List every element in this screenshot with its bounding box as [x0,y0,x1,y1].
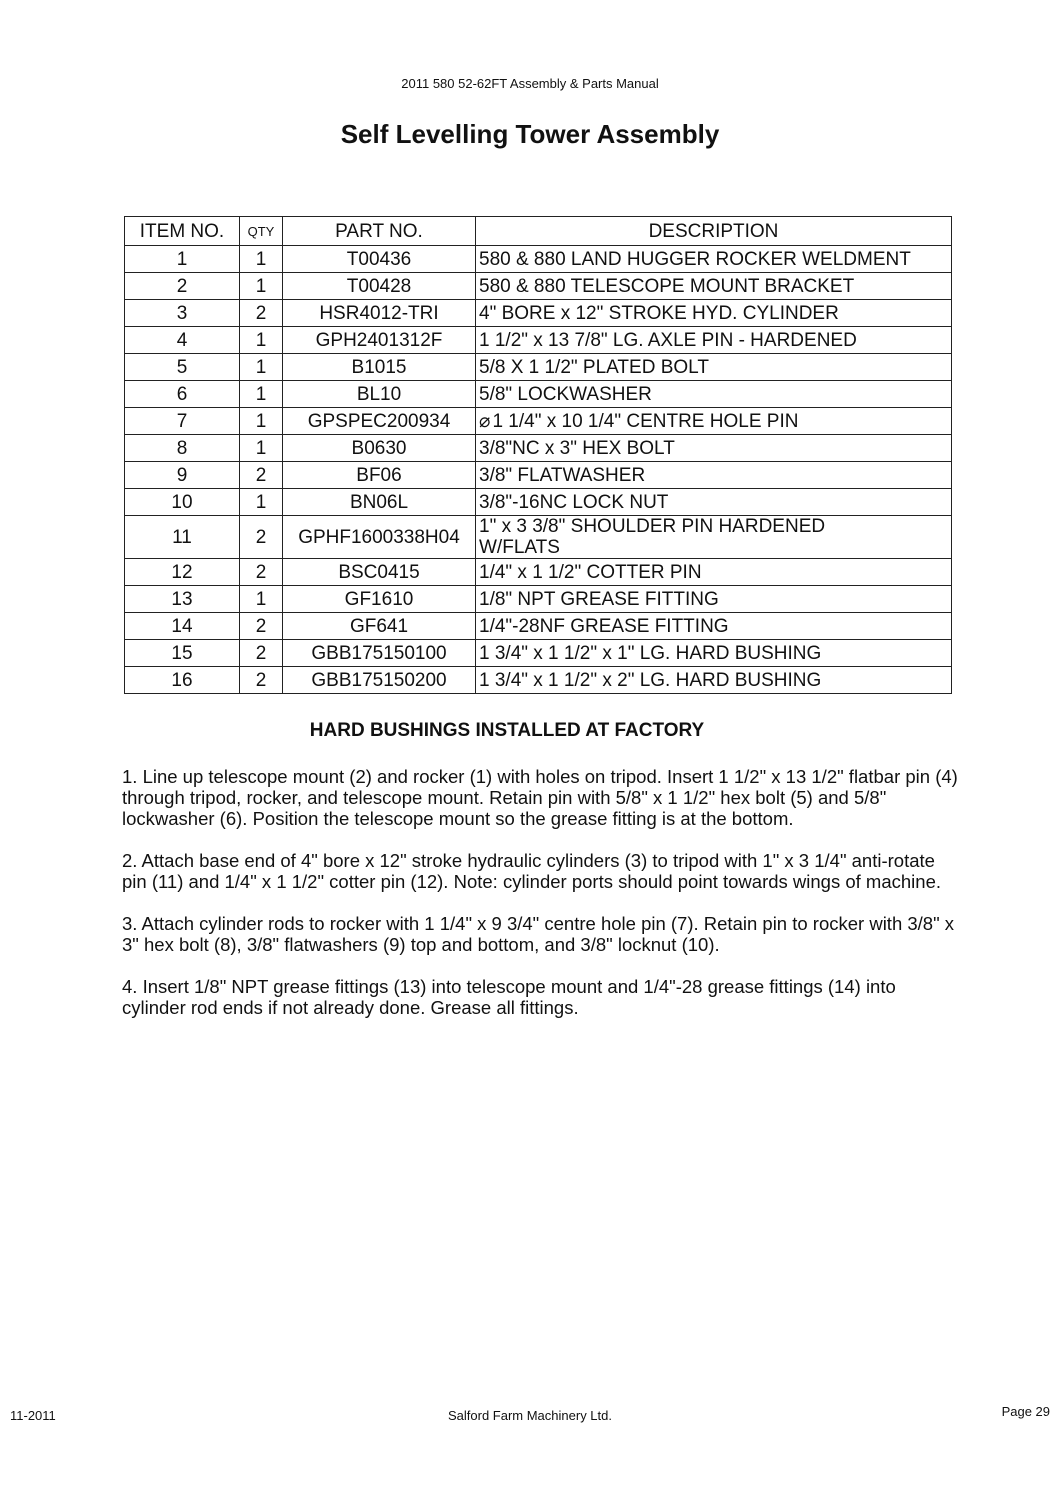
part-no-cell: B1015 [283,354,476,381]
page-title: Self Levelling Tower Assembly [340,119,720,149]
part-no-cell: GPH2401312F [283,327,476,354]
description-cell: 3/8" FLATWASHER [476,462,952,489]
item-no-cell: 6 [125,381,240,408]
factory-note: HARD BUSHINGS INSTALLED AT FACTORY [309,720,705,741]
part-no-cell: GF641 [283,613,476,640]
qty-cell: 2 [240,462,283,489]
item-no-cell: 4 [125,327,240,354]
qty-cell: 1 [240,246,283,273]
table-header-row [125,217,952,246]
description-cell: 1/4"-28NF GREASE FITTING [476,613,952,640]
column-header-qty: QTY [240,217,283,246]
footer-company: Salford Farm Machinery Ltd. [447,1408,612,1423]
description-text: 1 1/4" x 10 1/4" CENTRE HOLE PIN [492,410,799,432]
description-cell: 1 3/4" x 1 1/2" x 1" LG. HARD BUSHING [476,640,952,667]
description-cell: 580 & 880 TELESCOPE MOUNT BRACKET [476,273,952,300]
item-no-cell: 5 [125,354,240,381]
description-cell: 1/8" NPT GREASE FITTING [476,586,952,613]
qty-cell: 1 [240,273,283,300]
part-no-cell: B0630 [283,435,476,462]
table-row [125,462,952,489]
table-row [125,435,952,462]
item-no-cell: 15 [125,640,240,667]
table-row [125,354,952,381]
column-header-item-no: ITEM NO. [125,217,240,246]
parts-table [124,216,952,694]
qty-cell: 2 [240,516,283,559]
description-cell: 1/4" x 1 1/2" COTTER PIN [476,559,952,586]
part-no-cell: BN06L [283,489,476,516]
diameter-icon: ⌀ [479,410,491,432]
table-row [125,273,952,300]
description-cell: 5/8" LOCKWASHER [476,381,952,408]
table-row [125,667,952,694]
column-header-description: DESCRIPTION [476,217,952,246]
table-row [125,300,952,327]
part-no-cell: BL10 [283,381,476,408]
table-row [125,613,952,640]
qty-cell: 1 [240,408,283,435]
instruction-step-1: 1. Line up telescope mount (2) and rocker (1) with holes on tripod. Insert 1 1/2" x 13 1/2" flatbar pin (4) through tripod, rocker, and telescope mount. Retain pin with 5/8" x 1 1/2" hex bolt (5) and 5/8" lockwasher (6). Position the telescope mount so the grease fitting is at the bottom. [122,766,958,829]
description-cell: 1 3/4" x 1 1/2" x 2" LG. HARD BUSHING [476,667,952,694]
description-cell: 4" BORE x 12" STROKE HYD. CYLINDER [476,300,952,327]
table-row [125,586,952,613]
item-no-cell: 8 [125,435,240,462]
item-no-cell: 3 [125,300,240,327]
part-no-cell: BF06 [283,462,476,489]
table-row [125,246,952,273]
instruction-step-3: 3. Attach cylinder rods to rocker with 1 1/4" x 9 3/4" centre hole pin (7). Retain pin to rocker with 3/8" x 3" hex bolt (8), 3/8" flatwashers (9) top and bottom, and 3/8" locknut (10). [122,913,955,955]
table-row [125,381,952,408]
part-no-cell: GPHF1600338H04 [283,516,476,559]
part-no-cell: GPSPEC200934 [283,408,476,435]
description-cell: 1 1/2" x 13 7/8" LG. AXLE PIN - HARDENED [476,327,952,354]
item-no-cell: 7 [125,408,240,435]
part-no-cell: T00428 [283,273,476,300]
part-no-cell: BSC0415 [283,559,476,586]
qty-cell: 1 [240,435,283,462]
qty-cell: 2 [240,667,283,694]
item-no-cell: 2 [125,273,240,300]
table-row [125,327,952,354]
part-no-cell: GBB175150200 [283,667,476,694]
qty-cell: 1 [240,489,283,516]
item-no-cell: 11 [125,516,240,559]
qty-cell: 1 [240,354,283,381]
item-no-cell: 16 [125,667,240,694]
table-row [125,640,952,667]
instruction-step-4: 4. Insert 1/8" NPT grease fittings (13) into telescope mount and 1/4"-28 grease fittings (14) into cylinder rod ends if not already done. Grease all fittings. [122,976,896,1018]
qty-cell: 2 [240,559,283,586]
description-cell: 3/8"NC x 3" HEX BOLT [476,435,952,462]
qty-cell: 2 [240,613,283,640]
qty-cell: 1 [240,327,283,354]
table-row [125,559,952,586]
qty-cell: 2 [240,640,283,667]
item-no-cell: 10 [125,489,240,516]
description-cell: 3/8"-16NC LOCK NUT [476,489,952,516]
table-row [125,489,952,516]
part-no-cell: HSR4012-TRI [283,300,476,327]
part-no-cell: T00436 [283,246,476,273]
part-no-cell: GF1610 [283,586,476,613]
item-no-cell: 1 [125,246,240,273]
description-cell: 1" x 3 3/8" SHOULDER PIN HARDENED W/FLATS [476,516,952,559]
description-cell: 580 & 880 LAND HUGGER ROCKER WELDMENT [476,246,952,273]
item-no-cell: 14 [125,613,240,640]
item-no-cell: 9 [125,462,240,489]
table-row [125,408,952,435]
instruction-step-2: 2. Attach base end of 4" bore x 12" stroke hydraulic cylinders (3) to tripod with 1" x 3 1/4" anti-rotate pin (11) and 1/4" x 1 1/2" cotter pin (12). Note: cylinder ports should point towards wings of machine. [122,850,941,892]
column-header-part-no: PART NO. [283,217,476,246]
item-no-cell: 12 [125,559,240,586]
table-row [125,516,952,559]
item-no-cell: 13 [125,586,240,613]
qty-cell: 1 [240,586,283,613]
footer-date: 11-2011 [10,1408,56,1423]
part-no-cell: GBB175150100 [283,640,476,667]
description-cell: 5/8 X 1 1/2" PLATED BOLT [476,354,952,381]
footer-page-number: Page 29 [1001,1404,1050,1419]
manual-title: 2011 580 52-62FT Assembly & Parts Manual [401,76,659,91]
qty-cell: 1 [240,381,283,408]
description-cell [476,408,952,435]
assembly-instructions [122,766,958,1039]
qty-cell: 2 [240,300,283,327]
parts-table-body [125,246,952,694]
